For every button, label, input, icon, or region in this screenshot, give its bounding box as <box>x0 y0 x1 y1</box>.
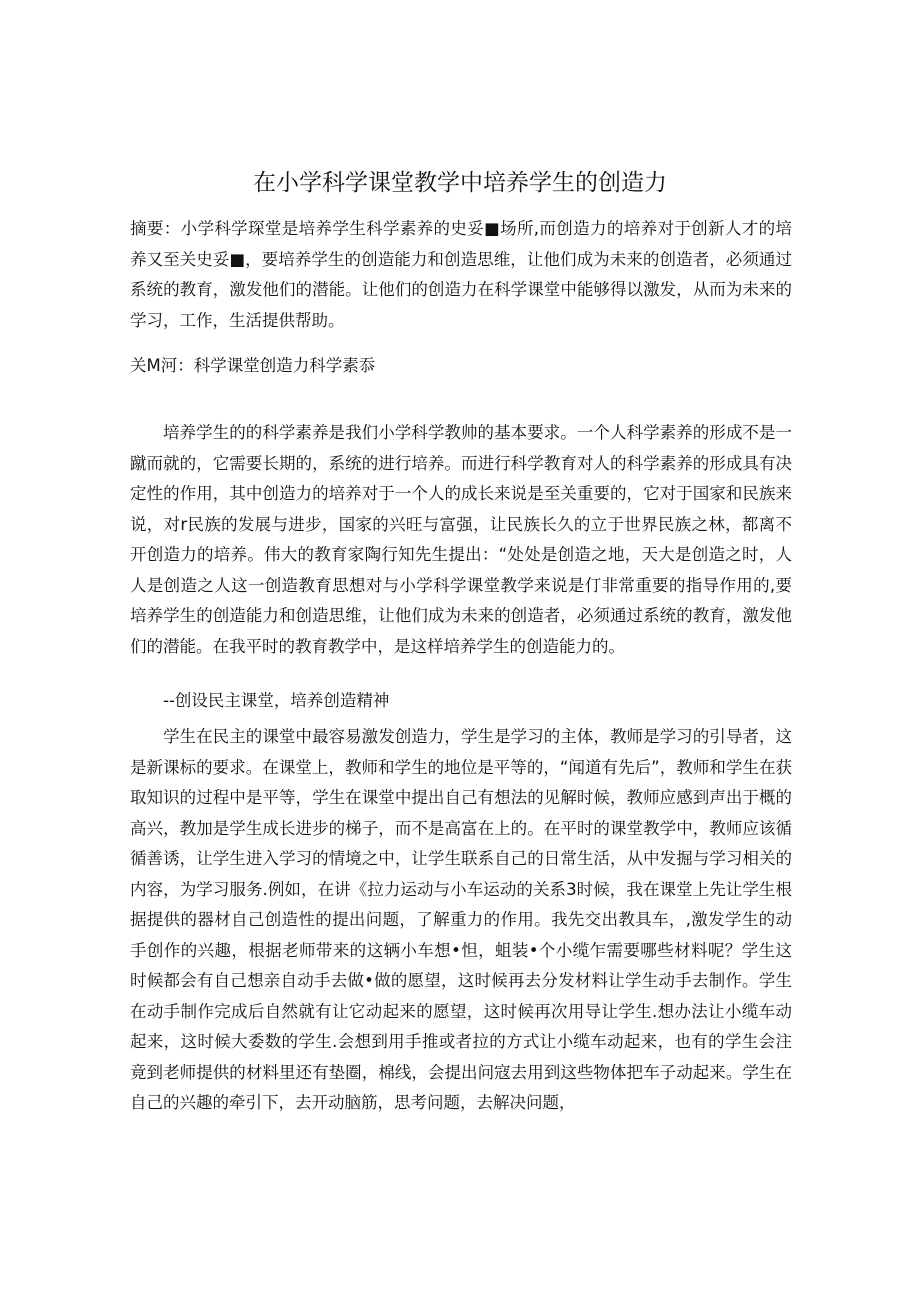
keywords-line: 关M河：科学课堂创造力科学素忝 <box>130 356 376 375</box>
body-paragraph: 培养学生的的科学素养是我们小学科学教帅的基本要求。一个人科学素养的形成不是一蹴而就的，它需要长期的，系统的进行培养。而进行科学教育对人的科学素养的形成具有决定性的作用，其中创造力的培养对于一个人的成长来说是至关重要的，它对于国家和民族来说，对r民族的发展与进步，国家的兴旺与富强，让民族长久的立于世界民族之林，都离不开创造力的培养。伟大的教育家陶行知先生提出：“处处是创造之地，天大是创造之时，人人是创造之人这一创造教育思想对与小学科学课堂教学来说是仃非常重要的指导作用的,要培养学生的创造能力和创造思维，让他们成为未来的创造者，必须通过系统的教育，激发他们的潜能。在我平时的教育教学中，是这样培养学生的创造能力的。 <box>130 423 792 656</box>
abstract-paragraph: 摘要：小学科学琛堂是培养学生科学素养的史妥■场所,而创造力的培养对于创新人才的培养又至关史妥■，要培养学生的创造能力和创造思维，让他们成为未来的创造者，必须通过系统的教育，激发他们的潜能。让他们的创造力在科学课堂中能够得以激发，从而为未来的学习，工作，生活提供帮助。 <box>130 219 792 330</box>
section-heading: --创设民主课堂，培养创造精神 <box>163 691 390 710</box>
section-paragraph: 学生在民主的课堂中最容易激发创造力，学生是学习的主体，教师是学习的引导者，这是新课标的要求。在课堂上，教师和学生的地位是平等的，“闻道有先后”，教师和学生在获取知识的过程中是平等，学生在课堂中提出自己有想法的见解时候，教师应感到声出于概的高兴，教加是学生成长进步的梯子，而不是高富在上的。在平时的课堂教学中，教师应该循循善诱，让学生进入学习的情境之中，让学生联系自己的日常生活，从中发掘与学习相关的内容，为学习服务.例如，在讲《拉力运动与小车运动的关系3时候，我在课堂上先让学生根据提供的器材自己创造性的提出问题，了解重力的作用。我先交出教具车，,激发学生的动手创作的兴趣，根据老师带来的这辆小车想•怛，蛆装•个小缆乍需要哪些材料呢？学生这时候都会有自己想亲自动手去做•做的愿望，这时候再去分发材料让学生动手去制作。学生在动手制作完成后自然就有让它动起来的愿望，这时候再次用导让学生.想办法让小缆车动起来，这时候大委数的学生.会想到用手推或者拉的方式让小缆车动起来，也有的学生会注竟到老师提供的材料里还有垫圈，棉线，会提出问寇去用到这些物体把车子动起来。学生在自己的兴趣的牵引下，去开动脑筋，思考问题，去解决问题， <box>130 727 792 1112</box>
document-title: 在小学科学课堂教学中培养学生的创造力 <box>253 170 667 196</box>
